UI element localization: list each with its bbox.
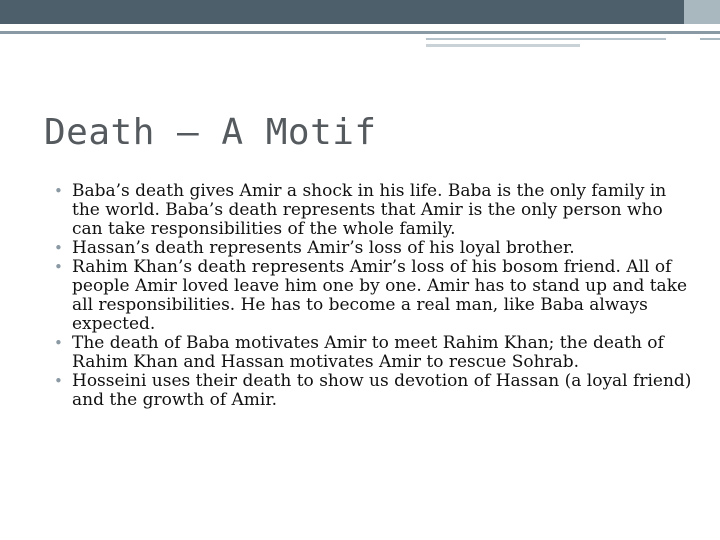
header-bar (0, 0, 720, 24)
bullet-list (54, 182, 694, 410)
bullet-item: • Hosseini uses their death to show us devotion of Hassan (a loyal friend) and the growth of Amir. (54, 372, 694, 410)
bullet-item: • Rahim Khan’s death represents Amir’s loss of his bosom friend. All of people Amir loved leave him one by one. Amir has to stand up and take all responsibilities. He has to become a real man, like Baba always expected. (54, 258, 694, 334)
header-accent (684, 0, 720, 24)
slide-title: Death – A Motif (44, 112, 377, 153)
bullet-item: • The death of Baba motivates Amir to meet Rahim Khan; the death of Rahim Khan and Hassan motivates Amir to rescue Sohrab. (54, 334, 694, 372)
bullet-item: • Baba’s death gives Amir a shock in his life. Baba is the only family in the world. Baba’s death represents that Amir is the only person who can take responsibilities of the whole family. (54, 182, 694, 239)
accent-rule-long (426, 38, 666, 40)
bullet-item: • Hassan’s death represents Amir’s loss of his loyal brother. (54, 239, 694, 258)
accent-rule-corner (700, 38, 720, 40)
accent-rule-short (426, 44, 580, 47)
header-rule (0, 31, 720, 34)
